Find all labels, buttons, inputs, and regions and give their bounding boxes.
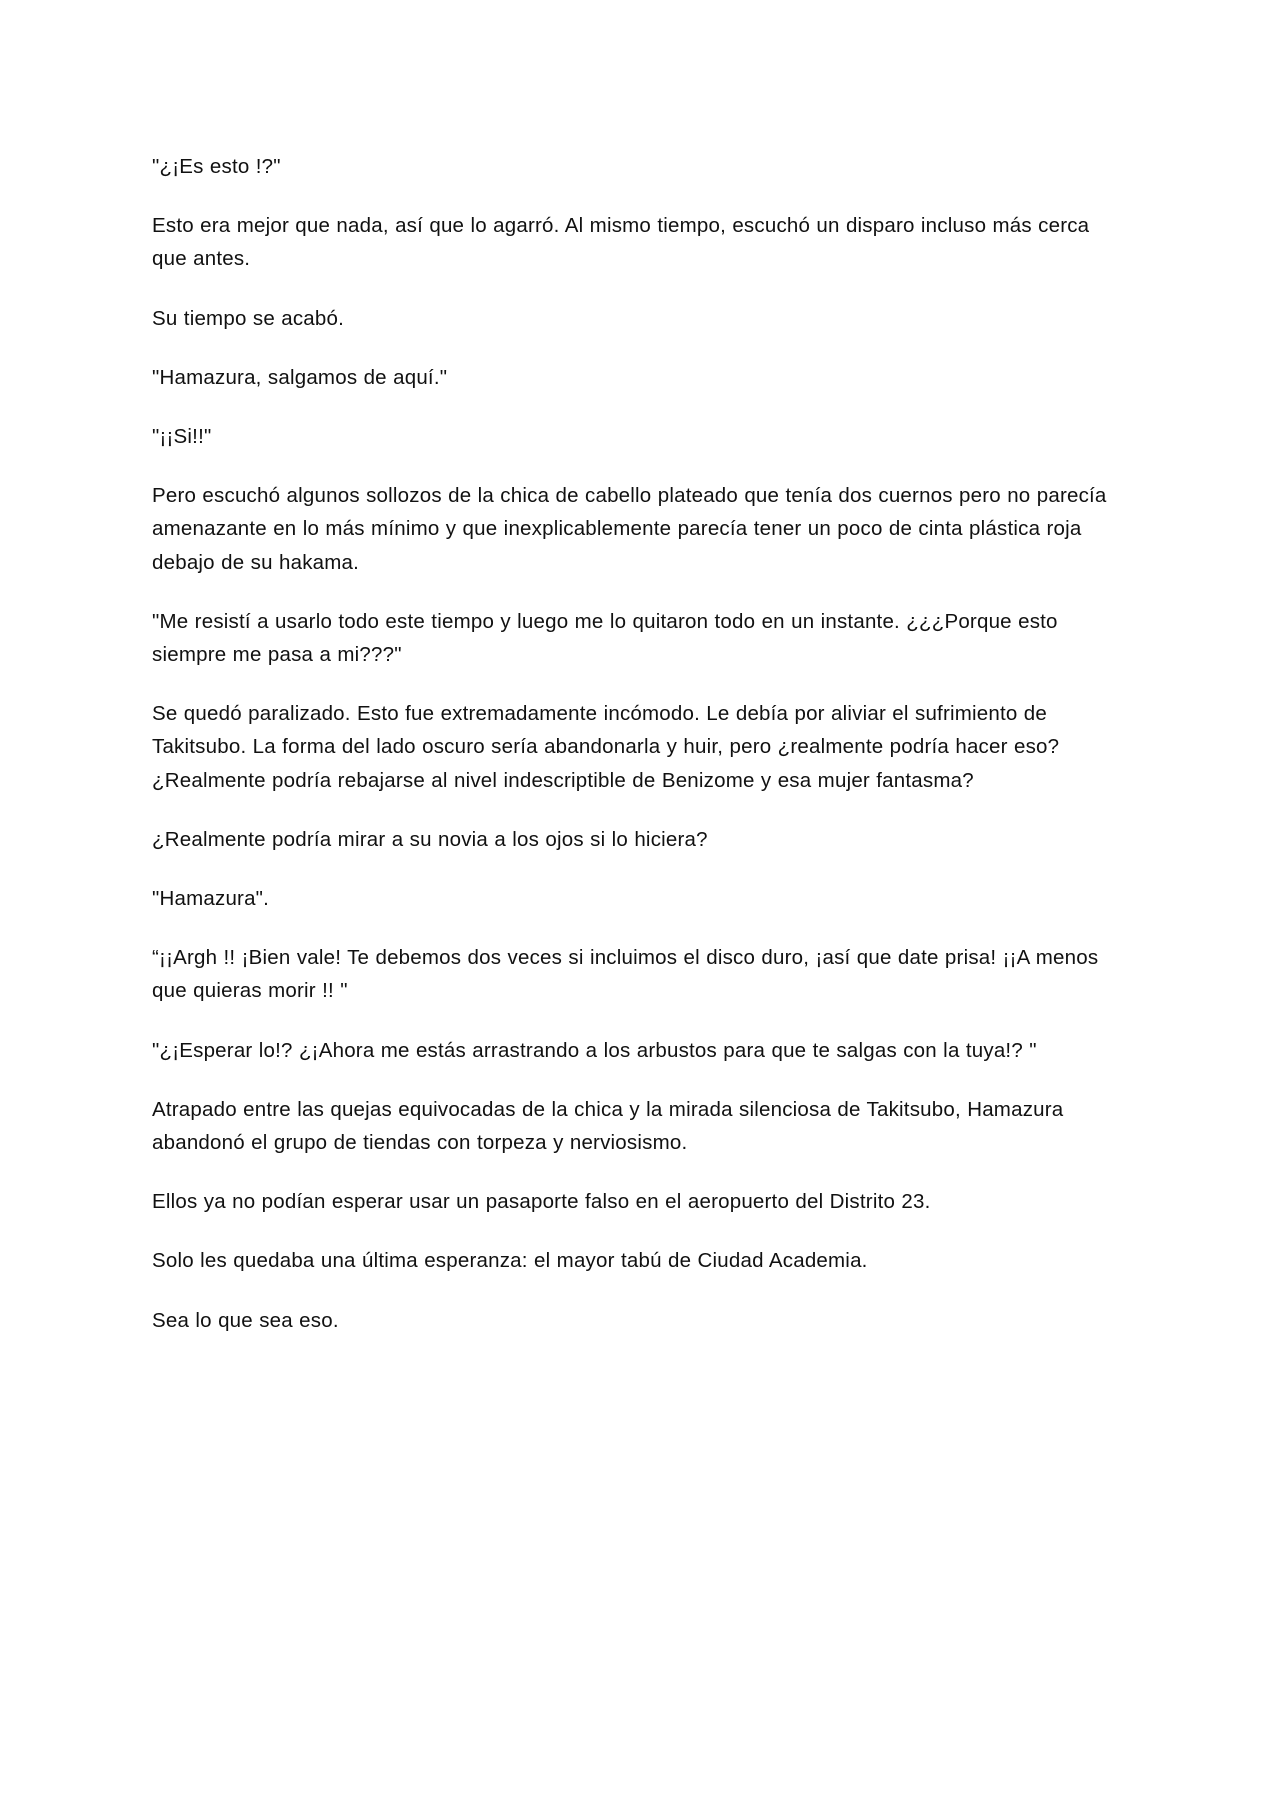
paragraph: ¿Realmente podría mirar a su novia a los ojos si lo hiciera? [152, 827, 708, 851]
paragraph: "¿¡Es esto !?" [152, 155, 281, 178]
paragraph: "Hamazura". [152, 887, 270, 911]
paragraph: “¡¡Argh !! ¡Bien vale! Te debemos dos veces si incluimos el disco duro, ¡así que date prisa! ¡¡A menos que quieras morir !! " [152, 946, 1099, 1003]
paragraph: Esto era mejor que nada, así que lo agarró. Al mismo tiempo, escuchó un disparo incluso más cerca que antes. [152, 214, 1090, 271]
paragraph: Pero escuchó algunos sollozos de la chica de cabello plateado que tenía dos cuernos pero no parecía amenazante en lo más mínimo y que inexplicablemente parecía tener un poco de cinta plástica roja debajo de su hakama. [152, 484, 1107, 574]
paragraph: Sea lo que sea eso. [152, 1308, 339, 1332]
paragraph: "Me resistí a usarlo todo este tiempo y luego me lo quitaron todo en un instante. ¿¿¿Porque esto siempre me pasa a mi???" [152, 609, 1058, 667]
paragraph: "¡¡Si!!" [152, 425, 212, 449]
paragraph: Su tiempo se acabó. [152, 306, 345, 330]
paragraph: Atrapado entre las quejas equivocadas de la chica y la mirada silenciosa de Takitsubo, Hamazura abandonó el grupo de tiendas con torpeza y nerviosismo. [152, 1097, 1064, 1155]
paragraph: "¿¡Esperar lo!? ¿¡Ahora me estás arrastrando a los arbustos para que te salgas con la tuya!? " [152, 1038, 1037, 1062]
paragraph: Se quedó paralizado. Esto fue extremadamente incómodo. Le debía por aliviar el sufrimiento de Takitsubo. La forma del lado oscuro sería abandonarla y huir, pero ¿realmente podría hacer eso? ¿Realmente podría rebajarse al nivel indescriptible de Benizome y esa mujer fantasma? [152, 702, 1060, 792]
document-body [152, 150, 1118, 1337]
paragraph: "Hamazura, salgamos de aquí." [152, 365, 448, 389]
paragraph: Solo les quedaba una última esperanza: el mayor tabú de Ciudad Academia. [152, 1249, 868, 1273]
paragraph: Ellos ya no podían esperar usar un pasaporte falso en el aeropuerto del Distrito 23. [152, 1190, 931, 1214]
